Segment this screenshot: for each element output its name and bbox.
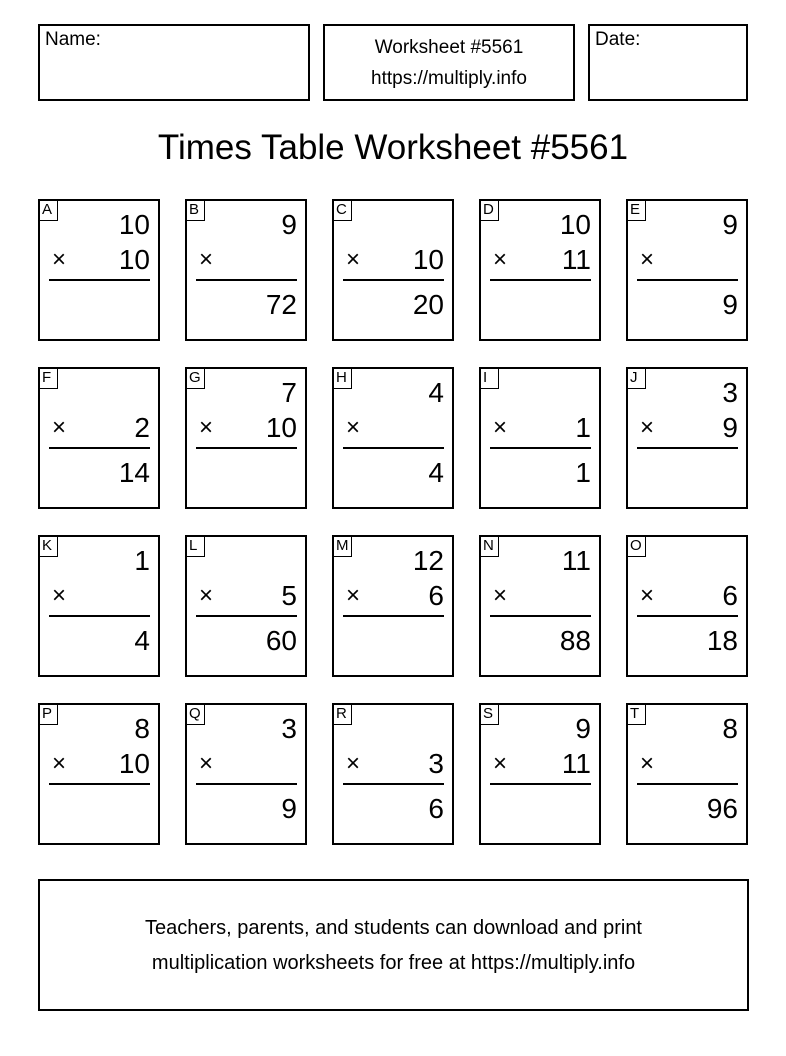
name-label: Name: [45, 29, 101, 50]
answer-rule [490, 447, 591, 449]
bottom-factor: 6 [722, 580, 738, 611]
top-factor: 1 [134, 545, 150, 576]
product: 4 [134, 625, 150, 656]
problem-label: C [332, 199, 352, 221]
product: 72 [265, 289, 297, 320]
answer-rule [637, 447, 738, 449]
multiply-sign: × [346, 414, 361, 441]
problem-label: T [626, 703, 646, 725]
problem-label: S [479, 703, 499, 725]
multiply-sign: × [52, 750, 67, 777]
multiply-sign: × [493, 750, 508, 777]
footer-box [38, 879, 749, 1011]
answer-rule [490, 279, 591, 281]
problem-s [479, 703, 601, 845]
multiply-sign: × [52, 582, 67, 609]
problem-label: R [332, 703, 352, 725]
multiply-sign: × [493, 582, 508, 609]
multiply-sign: × [640, 414, 655, 441]
top-factor: 4 [428, 377, 444, 408]
bottom-factor: 10 [412, 244, 444, 275]
problem-label: Q [185, 703, 205, 725]
problem-label: L [185, 535, 205, 557]
answer-rule [637, 783, 738, 785]
page-title: Times Table Worksheet #5561 [157, 128, 629, 167]
footer-text-line-1: Teachers, parents, and students can download and print [145, 917, 642, 939]
top-factor: 9 [281, 209, 297, 240]
answer-rule [196, 783, 297, 785]
product: 9 [281, 793, 297, 824]
answer-rule [196, 279, 297, 281]
problem-e [626, 199, 748, 341]
footer-text-line-2: multiplication worksheets for free at https://multiply.info [151, 952, 636, 974]
site-url: https://multiply.info [371, 68, 527, 89]
multiply-sign: × [346, 750, 361, 777]
answer-rule [490, 615, 591, 617]
product: 1 [575, 457, 591, 488]
problem-label: B [185, 199, 205, 221]
top-factor: 9 [575, 713, 591, 744]
problem-label: D [479, 199, 499, 221]
answer-rule [196, 447, 297, 449]
problem-a [38, 199, 160, 341]
bottom-factor: 2 [134, 412, 150, 443]
problem-l [185, 535, 307, 677]
multiply-sign: × [52, 414, 67, 441]
answer-rule [343, 615, 444, 617]
date-field-box[interactable] [588, 24, 748, 101]
problem-label: I [479, 367, 499, 389]
product: 6 [428, 793, 444, 824]
problem-grid [38, 199, 749, 845]
multiply-sign: × [493, 246, 508, 273]
multiply-sign: × [199, 414, 214, 441]
product: 20 [412, 289, 444, 320]
answer-rule [49, 615, 150, 617]
answer-rule [49, 447, 150, 449]
problem-t [626, 703, 748, 845]
problem-k [38, 535, 160, 677]
bottom-factor: 11 [561, 244, 591, 275]
problem-label: P [38, 703, 58, 725]
top-factor: 10 [559, 209, 591, 240]
answer-rule [343, 279, 444, 281]
problem-f [38, 367, 160, 509]
multiply-sign: × [640, 582, 655, 609]
problem-o [626, 535, 748, 677]
answer-rule [637, 279, 738, 281]
top-factor: 7 [281, 377, 297, 408]
problem-label: G [185, 367, 205, 389]
worksheet-id: Worksheet #5561 [374, 37, 524, 58]
problem-r [332, 703, 454, 845]
problem-g [185, 367, 307, 509]
multiply-sign: × [346, 582, 361, 609]
bottom-factor: 6 [428, 580, 444, 611]
problem-b [185, 199, 307, 341]
problem-n [479, 535, 601, 677]
name-field-box[interactable] [38, 24, 310, 101]
problem-c [332, 199, 454, 341]
problem-h [332, 367, 454, 509]
date-label: Date: [595, 29, 641, 50]
multiply-sign: × [199, 750, 214, 777]
product: 14 [118, 457, 150, 488]
problem-label: J [626, 367, 646, 389]
multiply-sign: × [493, 414, 508, 441]
product: 4 [428, 457, 444, 488]
problem-m [332, 535, 454, 677]
problem-j [626, 367, 748, 509]
top-factor: 3 [281, 713, 297, 744]
product: 18 [706, 625, 738, 656]
multiply-sign: × [52, 246, 67, 273]
top-factor: 8 [134, 713, 150, 744]
bottom-factor: 5 [281, 580, 297, 611]
top-factor: 12 [412, 545, 444, 576]
problem-label: E [626, 199, 646, 221]
problem-label: H [332, 367, 352, 389]
bottom-factor: 9 [722, 412, 738, 443]
answer-rule [49, 783, 150, 785]
product: 60 [265, 625, 297, 656]
problem-label: O [626, 535, 646, 557]
bottom-factor: 1 [575, 412, 591, 443]
top-factor: 9 [722, 209, 738, 240]
problem-q [185, 703, 307, 845]
bottom-factor: 11 [561, 748, 591, 779]
answer-rule [196, 615, 297, 617]
product: 96 [706, 793, 738, 824]
answer-rule [343, 783, 444, 785]
top-factor: 10 [118, 209, 150, 240]
product: 88 [559, 625, 591, 656]
problem-label: N [479, 535, 499, 557]
top-factor: 3 [722, 377, 738, 408]
problem-label: K [38, 535, 58, 557]
answer-rule [49, 279, 150, 281]
answer-rule [637, 615, 738, 617]
bottom-factor: 10 [118, 748, 150, 779]
multiply-sign: × [199, 246, 214, 273]
answer-rule [343, 447, 444, 449]
bottom-factor: 3 [428, 748, 444, 779]
problem-label: A [38, 199, 58, 221]
product: 9 [722, 289, 738, 320]
multiply-sign: × [346, 246, 361, 273]
problem-p [38, 703, 160, 845]
problem-d [479, 199, 601, 341]
problem-label: M [332, 535, 352, 557]
top-factor: 11 [561, 545, 591, 576]
problem-label: F [38, 367, 58, 389]
multiply-sign: × [199, 582, 214, 609]
multiply-sign: × [640, 246, 655, 273]
multiply-sign: × [640, 750, 655, 777]
bottom-factor: 10 [265, 412, 297, 443]
problem-i [479, 367, 601, 509]
worksheet-info-box [323, 24, 575, 101]
top-factor: 8 [722, 713, 738, 744]
bottom-factor: 10 [118, 244, 150, 275]
answer-rule [490, 783, 591, 785]
